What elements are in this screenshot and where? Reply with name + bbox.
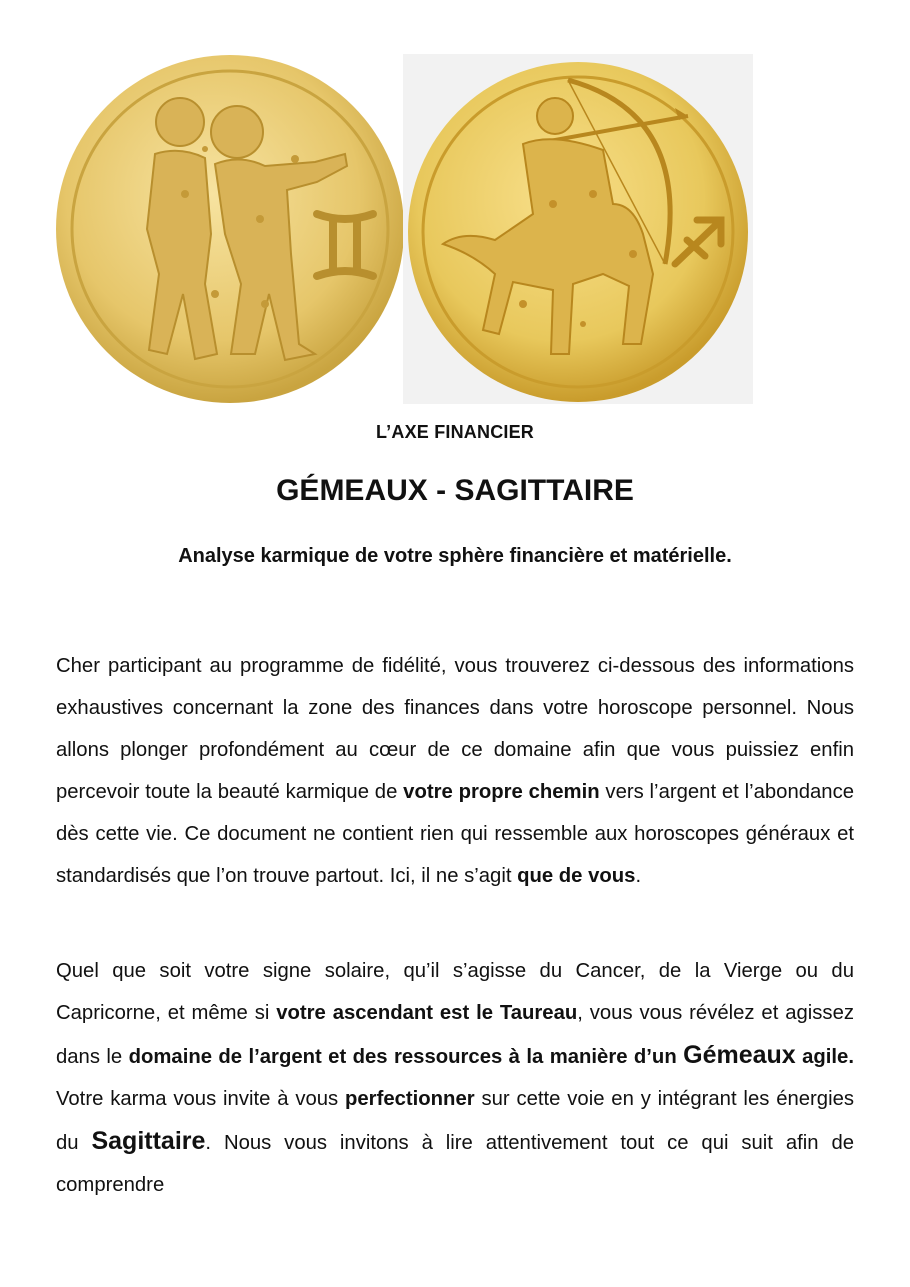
document-subtitle: Analyse karmique de votre sphère financière et matérielle. <box>178 545 732 567</box>
sagittarius-coin-icon <box>403 54 753 404</box>
text-run: sur cette voie en y intégrant les énergies du <box>56 1088 854 1154</box>
gemini-emphasis: Gémeaux <box>683 1041 796 1069</box>
text-run: . Nous vous invitons à lire attentivement tout ce qui suit afin de comprendre <box>56 1132 854 1196</box>
bold-run: votre propre chemin <box>403 781 600 803</box>
text-run: Votre karma vous invite à vous <box>56 1088 346 1110</box>
text-run: vers l’argent et l’abondance dès cette vie. Ce document ne contient rien qui ressemble aux horoscopes généraux et standardisés que l’on trouve partout. Ici, il ne s’agit <box>56 781 854 887</box>
text-run: Quel que soit votre signe solaire, qu’il s’agisse du Cancer, de la Vierge ou du Capricorne, et même si <box>56 960 854 1024</box>
coin-images <box>55 54 753 404</box>
bold-run: votre ascendant est le Taureau <box>276 1002 578 1024</box>
document-kicker: L’AXE FINANCIER <box>375 422 534 442</box>
text-run: Cher participant au programme de fidélité, vous trouverez ci-dessous des informations exhaustives concernant la zone des finances dans votre horoscope personnel. Nous allons plonger profondément au cœur de ce domaine afin que vous puissiez enfin percevoir toute la beauté karmique de <box>56 655 854 803</box>
document-title: GÉMEAUX - SAGITTAIRE <box>276 474 634 507</box>
text-run: . <box>635 865 642 887</box>
bold-run: domaine de l’argent et des ressources à la manière d’un <box>128 1046 684 1068</box>
gemini-coin-icon <box>55 54 405 404</box>
bold-run: perfectionner <box>345 1088 475 1110</box>
text-run: , vous vous révélez et agissez dans le <box>56 1002 854 1068</box>
intro-paragraph <box>56 645 854 897</box>
sagittarius-coin-image <box>403 54 753 404</box>
bold-run: que de vous <box>517 865 636 887</box>
gemini-coin-image <box>55 54 405 404</box>
sagittarius-emphasis: Sagittaire <box>91 1127 206 1155</box>
sign-paragraph <box>56 950 854 1206</box>
bold-run: agile. <box>795 1046 854 1068</box>
